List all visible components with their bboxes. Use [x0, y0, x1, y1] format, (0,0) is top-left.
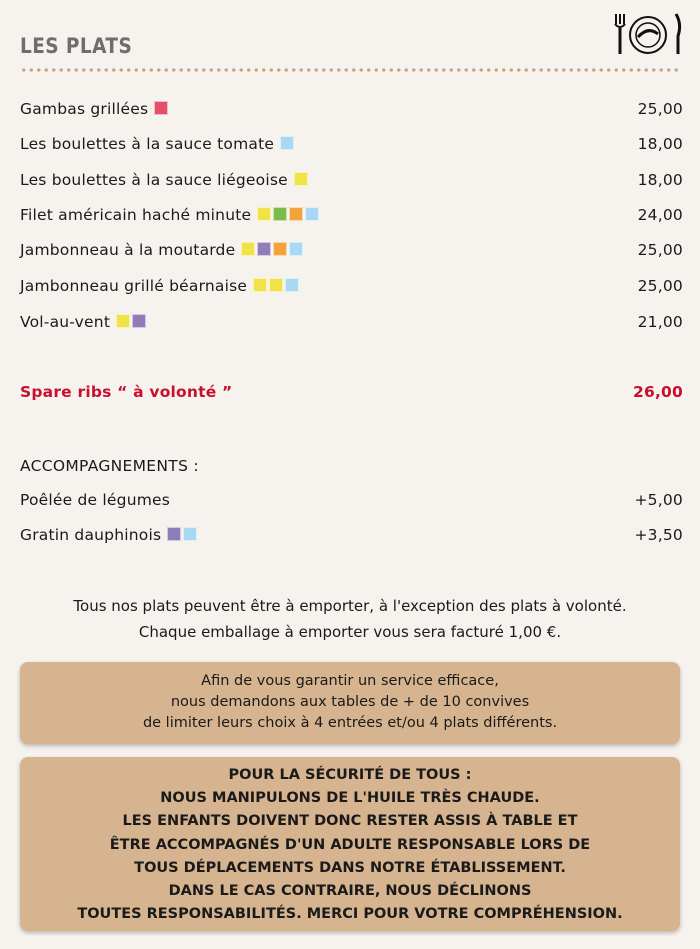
dish-name: Jambonneau à la moutarde [20, 241, 236, 259]
green-badge-icon [273, 207, 287, 221]
dish-name: Gambas grillées [20, 100, 149, 118]
yellow-badge-icon [269, 278, 283, 292]
dish-name: Vol-au-vent [20, 313, 111, 331]
side-row [20, 488, 683, 512]
yellow-badge-icon [116, 314, 130, 328]
dish-row [20, 274, 683, 298]
purple-badge-icon [167, 527, 181, 541]
info-box [20, 662, 680, 744]
dish-row [20, 168, 683, 192]
side-price: +3,50 [634, 526, 683, 544]
side-price: +5,00 [634, 491, 683, 509]
yellow-badge-icon [294, 172, 308, 186]
packaging-note: Chaque emballage à emporter vous sera facturé 1,00 €. [138, 623, 562, 641]
section-title-accompagnements: ACCOMPAGNEMENTS : [20, 457, 199, 475]
takeaway-note: Tous nos plats peuvent être à emporter, à l'exception des plats à volonté. [73, 597, 627, 615]
blue-badge-icon [289, 242, 303, 256]
yellow-badge-icon [257, 207, 271, 221]
info-line: nous demandons aux tables de + de 10 convives [170, 694, 530, 710]
dotted-divider [20, 68, 682, 72]
dish-price: 24,00 [637, 206, 683, 224]
safety-line: LES ENFANTS DOIVENT DONC RESTER ASSIS À TABLE ET [122, 813, 578, 830]
plate-fork-knife-icon [602, 10, 688, 56]
dish-price: 21,00 [637, 313, 683, 331]
safety-box [20, 757, 680, 931]
dish-row [20, 310, 683, 334]
blue-badge-icon [183, 527, 197, 541]
special-dish-row [20, 380, 683, 404]
dish-price: 18,00 [637, 171, 683, 189]
safety-line: TOUTES RESPONSABILITÉS. MERCI POUR VOTRE COMPRÉHENSION. [77, 906, 623, 923]
dish-price: 25,00 [637, 100, 683, 118]
side-name: Gratin dauphinois [20, 526, 162, 544]
purple-badge-icon [132, 314, 146, 328]
dish-price: 25,00 [637, 277, 683, 295]
dish-name: Les boulettes à la sauce tomate [20, 135, 275, 153]
info-line: de limiter leurs choix à 4 entrées et/ou 4 plats différents. [142, 715, 558, 731]
page-title: LES PLATS [20, 34, 133, 58]
orange-badge-icon [289, 207, 303, 221]
dish-row [20, 203, 683, 227]
dish-name: Jambonneau grillé béarnaise [20, 277, 248, 295]
safety-line: NOUS MANIPULONS DE L'HUILE TRÈS CHAUDE. [160, 790, 540, 807]
dish-price: 18,00 [637, 135, 683, 153]
blue-badge-icon [285, 278, 299, 292]
side-row [20, 523, 683, 547]
dish-row [20, 97, 683, 121]
special-dish-name: Spare ribs “ à volonté ” [20, 383, 233, 401]
info-line: Afin de vous garantir un service efficace, [201, 673, 499, 689]
blue-badge-icon [305, 207, 319, 221]
safety-line: ÊTRE ACCOMPAGNÉS D'UN ADULTE RESPONSABLE LORS DE [109, 836, 591, 853]
safety-line: POUR LA SÉCURITÉ DE TOUS : [228, 767, 472, 783]
menu-header [20, 30, 680, 70]
special-dish-price: 26,00 [632, 383, 683, 401]
orange-badge-icon [273, 242, 287, 256]
side-name: Poêlée de légumes [20, 491, 171, 509]
dish-row [20, 132, 683, 156]
dish-name: Filet américain haché minute [20, 206, 252, 224]
dish-name: Les boulettes à la sauce liégeoise [20, 171, 288, 189]
purple-badge-icon [257, 242, 271, 256]
dish-row [20, 238, 683, 262]
dish-price: 25,00 [637, 241, 683, 259]
yellow-badge-icon [253, 278, 267, 292]
yellow-badge-icon [241, 242, 255, 256]
red-badge-icon [154, 101, 168, 115]
safety-line: DANS LE CAS CONTRAIRE, NOUS DÉCLINONS [168, 883, 532, 900]
safety-line: TOUS DÉPLACEMENTS DANS NOTRE ÉTABLISSEMENT. [134, 859, 566, 876]
blue-badge-icon [280, 136, 294, 150]
